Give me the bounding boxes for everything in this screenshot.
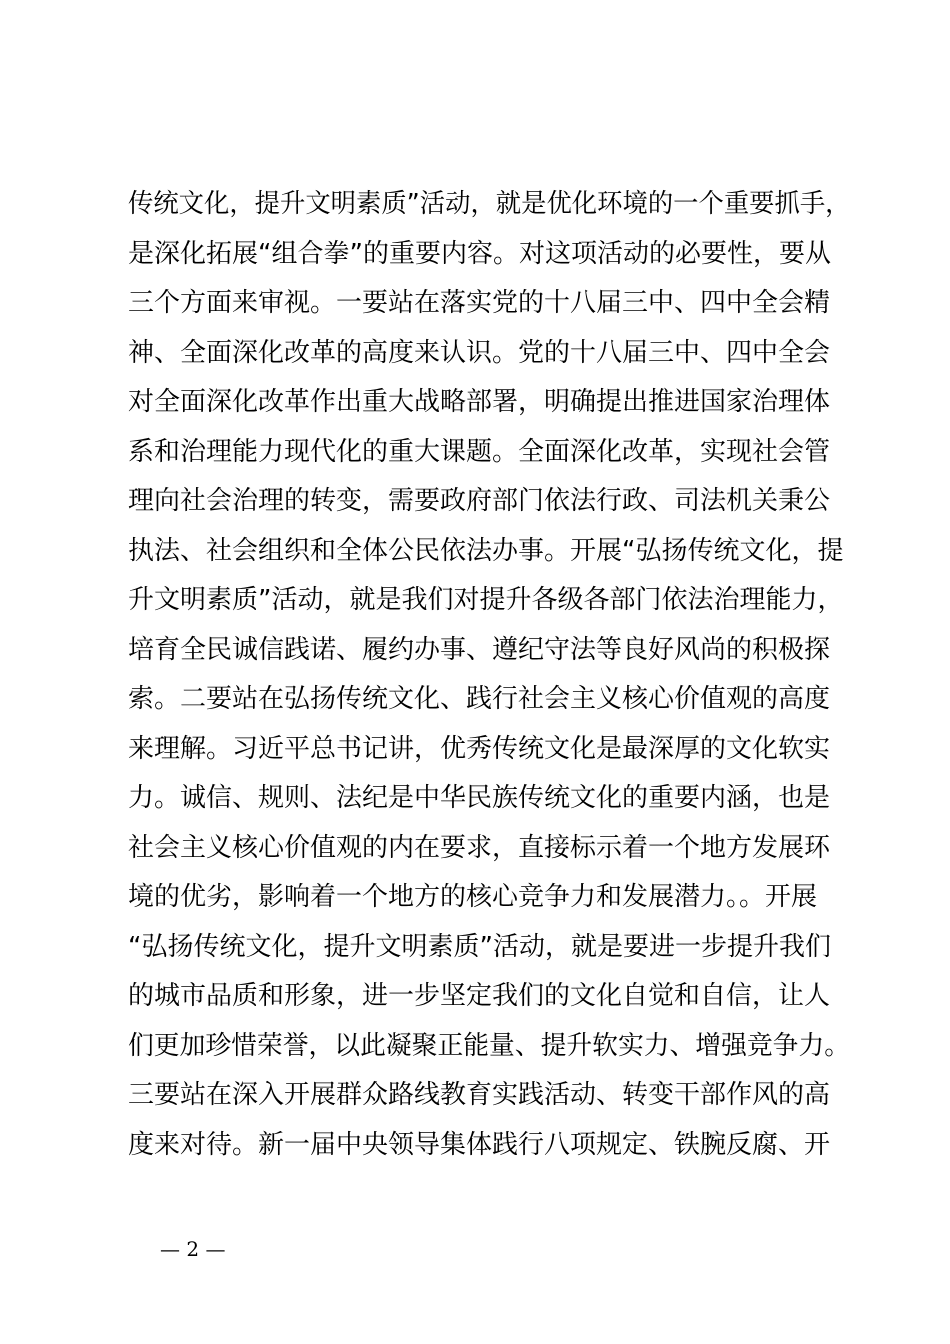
- text-line: 境的优劣，影响着一个地方的核心竞争力和发展潜力。。开展: [128, 882, 818, 912]
- text-line: 索。二要站在弘扬传统文化、践行社会主义核心价值观的高度: [128, 684, 831, 714]
- text-line: 力。诚信、规则、法纪是中华民族传统文化的重要内涵，也是: [128, 783, 831, 813]
- text-line: 来理解。习近平总书记讲，优秀传统文化是最深厚的文化软实: [128, 733, 831, 764]
- page-number: — 2 —: [160, 1237, 226, 1261]
- text-line: 度来对待。新一届中央领导集体践行八项规定、铁腕反腐、开: [128, 1129, 831, 1160]
- text-line: 升文明素质”活动，就是我们对提升各级各部门依法治理能力，: [128, 585, 844, 615]
- text-line: 对全面深化改革作出重大战略部署，明确提出推进国家治理体: [128, 387, 831, 417]
- text-line: 是深化拓展“组合拳”的重要内容。对这项活动的必要性，要从: [128, 238, 831, 269]
- text-line: 神、全面深化改革的高度来认识。党的十八届三中、四中全会: [128, 337, 831, 368]
- text-line: 执法、社会组织和全体公民依法办事。开展“弘扬传统文化，提: [128, 535, 844, 566]
- body-text: [128, 180, 851, 1170]
- text-line: 的城市品质和形象，进一步坚定我们的文化自觉和自信，让人: [128, 981, 831, 1011]
- text-line: 系和治理能力现代化的重大课题。全面深化改革，实现社会管: [128, 436, 831, 467]
- text-line: 培育全民诚信践诺、履约办事、遵纪守法等良好风尚的积极探: [128, 634, 831, 665]
- text-line: “弘扬传统文化，提升文明素质”活动，就是要进一步提升我们: [128, 931, 831, 962]
- text-line: 社会主义核心价值观的内在要求，直接标示着一个地方发展环: [128, 832, 831, 863]
- text-line: 三要站在深入开展群众路线教育实践活动、转变干部作风的高: [128, 1080, 831, 1110]
- text-line: 传统文化，提升文明素质”活动，就是优化环境的一个重要抓手，: [128, 189, 851, 219]
- text-line: 们更加珍惜荣誉，以此凝聚正能量、提升软实力、增强竞争力。: [128, 1030, 851, 1061]
- text-line: 三个方面来审视。一要站在落实党的十八届三中、四中全会精: [128, 288, 831, 318]
- text-line: 理向社会治理的转变，需要政府部门依法行政、司法机关秉公: [128, 486, 831, 516]
